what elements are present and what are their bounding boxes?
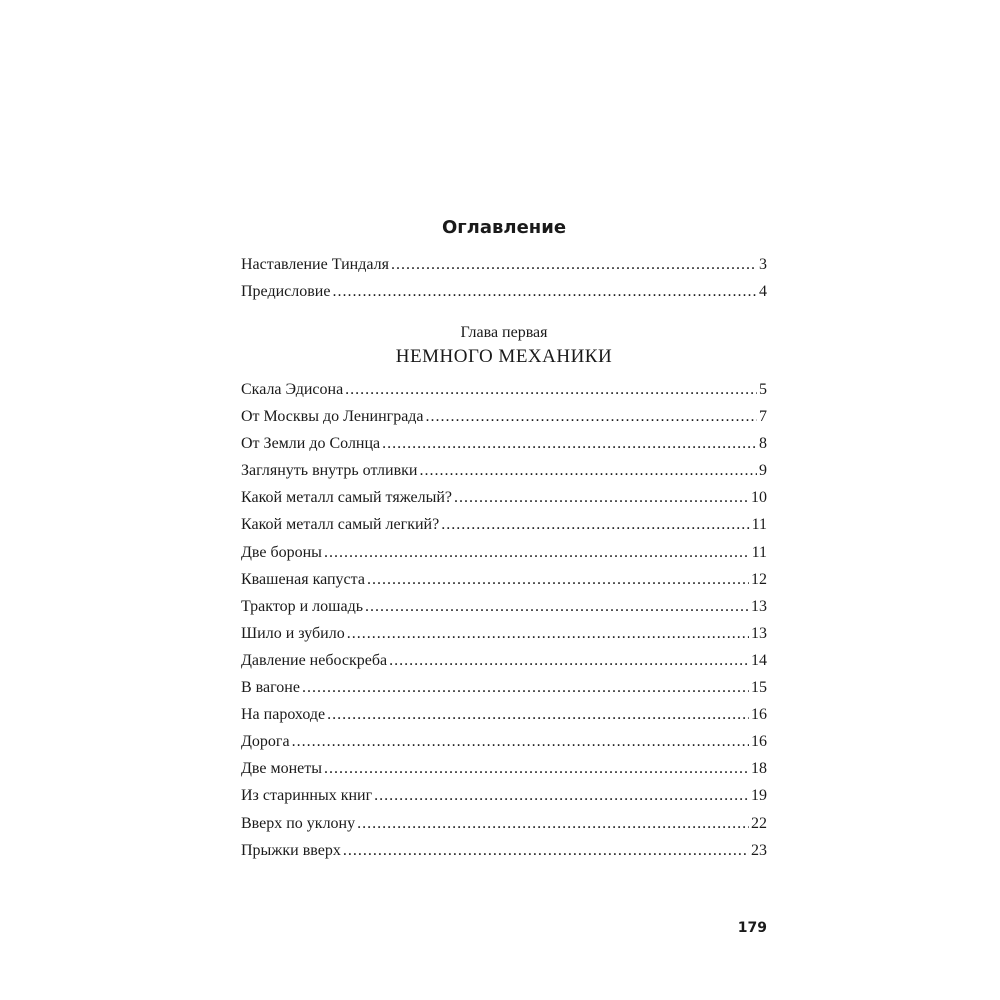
toc-entry	[241, 620, 767, 647]
toc-entry	[241, 376, 767, 403]
toc-entry	[241, 647, 767, 674]
toc-entry	[241, 278, 767, 305]
dot-leader	[382, 430, 757, 457]
chapter-title: НЕМНОГО МЕХАНИКИ	[395, 346, 613, 367]
dot-leader	[391, 251, 757, 278]
toc-entry-title: Какой металл самый легкий?	[241, 516, 440, 534]
dot-leader	[347, 620, 749, 647]
toc-entry-title: От Земли до Солнца	[241, 435, 381, 453]
toc-entry-page: 9	[759, 462, 767, 480]
toc-entry	[241, 837, 767, 864]
toc-entry-page: 4	[759, 283, 767, 301]
dot-leader	[357, 810, 749, 837]
toc-entry-title: Какой металл самый тяжелый?	[241, 489, 453, 507]
dot-leader	[332, 278, 757, 305]
toc-entry-title: Давление небоскреба	[241, 651, 388, 669]
toc-entry-title: Квашеная капуста	[241, 570, 365, 588]
toc-entry	[241, 511, 767, 538]
toc-entry-title: Вверх по уклону	[241, 814, 356, 832]
toc-entry	[241, 457, 767, 484]
toc-entry-page: 14	[751, 651, 767, 669]
dot-leader	[343, 837, 749, 864]
dot-leader	[302, 674, 749, 701]
dot-leader	[367, 566, 749, 593]
toc-entry-title: Две бороны	[241, 543, 322, 561]
toc-entry-title: Наставление Тиндаля	[241, 256, 389, 273]
toc-entry-page: 10	[751, 489, 767, 507]
toc-entry	[241, 810, 767, 837]
toc-entry	[241, 782, 767, 809]
toc-entry-title: Две монеты	[241, 760, 323, 778]
toc-entry-page: 7	[759, 408, 767, 426]
toc-entry-page: 16	[751, 706, 767, 724]
toc-heading: Оглавление	[441, 217, 567, 238]
dot-leader	[365, 593, 749, 620]
toc-entry-page: 18	[751, 760, 767, 778]
toc-chapter-entries	[241, 376, 767, 864]
toc-entry-page: 15	[751, 679, 767, 697]
dot-leader	[292, 728, 749, 755]
toc-entry-title: Прыжки вверх	[241, 841, 341, 859]
toc-entry	[241, 430, 767, 457]
dot-leader	[345, 376, 757, 403]
toc-entry	[241, 403, 767, 430]
toc-entry-title: На пароходе	[241, 706, 326, 724]
toc-entry-title: Предисловие	[241, 283, 331, 301]
toc-entry-page: 13	[751, 597, 767, 615]
toc-entry-title: Трактор и лошадь	[241, 597, 364, 615]
toc-entry	[241, 539, 767, 566]
toc-entry-title: Скала Эдисона	[241, 381, 344, 398]
dot-leader	[426, 403, 757, 430]
toc-entry-title: Дорога	[241, 733, 290, 751]
toc-entry-title: Заглянуть внутрь отливки	[241, 462, 418, 480]
toc-entry-page: 19	[751, 787, 767, 805]
dot-leader	[324, 539, 750, 566]
toc-entry-page: 23	[751, 841, 767, 859]
toc-entry-title: В вагоне	[241, 679, 300, 697]
toc-entry	[241, 593, 767, 620]
dot-leader	[324, 755, 749, 782]
toc-entry-title: От Москвы до Ленинграда	[241, 408, 424, 426]
chapter-label: Глава первая	[460, 324, 548, 341]
page-number: 179	[737, 920, 767, 936]
toc-entry-title: Из старинных книг	[241, 787, 373, 805]
toc-entry	[241, 755, 767, 782]
toc-entry	[241, 674, 767, 701]
toc-entry-page: 22	[751, 814, 767, 832]
dot-leader	[389, 647, 749, 674]
toc-entry-page: 5	[759, 381, 767, 398]
dot-leader	[374, 782, 749, 809]
dot-leader	[327, 701, 749, 728]
toc-entry	[241, 701, 767, 728]
toc-entry	[241, 566, 767, 593]
toc-front-matter-list	[241, 251, 767, 305]
toc-entry	[241, 484, 767, 511]
toc-entry	[241, 251, 767, 278]
toc-entry-page: 13	[751, 624, 767, 642]
toc-entry-page: 8	[759, 435, 767, 453]
toc-entry	[241, 728, 767, 755]
toc-entry-page: 12	[751, 570, 767, 588]
toc-entry-page: 11	[751, 543, 767, 561]
toc-entry-page: 11	[751, 516, 767, 534]
toc-entry-page: 16	[751, 733, 767, 751]
dot-leader	[454, 484, 749, 511]
toc-entry-page: 3	[759, 256, 767, 273]
dot-leader	[441, 511, 749, 538]
dot-leader	[419, 457, 757, 484]
toc-entry-title: Шило и зубило	[241, 624, 345, 642]
